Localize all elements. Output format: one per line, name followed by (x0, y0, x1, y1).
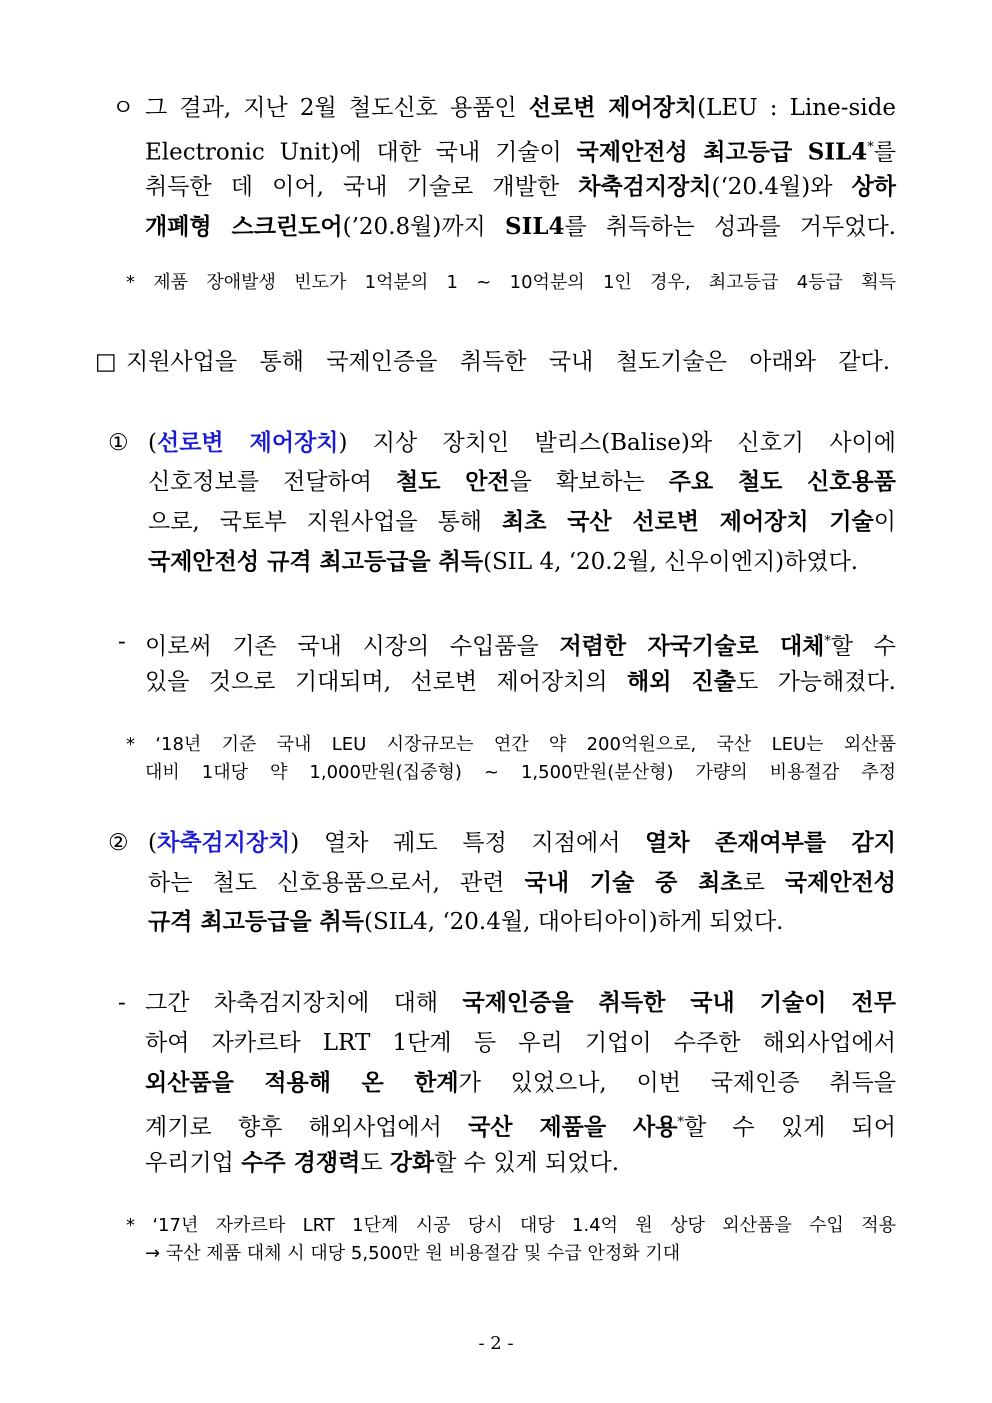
footnote: * 제품 장애발생 빈도가 1억분의 1 ~ 10억분의 1인 경우, 최고등급 4등급 획득 (126, 272, 896, 293)
paragraph-line: 으로, 국토부 지원사업을 통해 최초 국산 선로변 제어장치 기술이 (148, 508, 896, 535)
paragraph-line: 신호정보를 전달하여 철도 안전을 확보하는 주요 철도 신호용품 (148, 468, 896, 495)
dash-marker: - (118, 629, 126, 655)
paragraph-line: 국제안전성 규격 최고등급을 취득(SIL 4, ‘20.2월, 신우이엔지)하였다. (148, 548, 859, 575)
paragraph-line: 이로써 기존 국내 시장의 수입품을 저렴한 자국기술로 대체*할 수 (145, 632, 897, 660)
paragraph-line: 외산품을 적용해 온 한계가 있었으나, 이번 국제인증 취득을 (145, 1069, 897, 1096)
page-number: - 2 - (478, 1333, 514, 1354)
paragraph-line: (차축검지장치) 열차 궤도 특정 지점에서 열차 존재여부를 감지 (148, 829, 896, 856)
circled-number-1: ① (108, 430, 129, 456)
paragraph-line: 규격 최고등급을 취득(SIL4, ‘20.4월, 대아티아이)하게 되었다. (148, 908, 784, 935)
paragraph-line: 개폐형 스크린도어(’20.8월)까지 SIL4를 취득하는 성과를 거두었다. (145, 213, 896, 240)
paragraph-line: Electronic Unit)에 대한 국내 기술이 국제안전성 최고등급 SIL4*를 (145, 138, 896, 166)
paragraph-line: 그 결과, 지난 2월 철도신호 용품인 선로변 제어장치(LEU : Line-side (145, 94, 896, 121)
paragraph-line: 우리기업 수주 경쟁력도 강화할 수 있게 되었다. (145, 1149, 620, 1176)
footnote: → 국산 제품 대체 시 대당 5,500만 원 비용절감 및 수급 안정화 기대 (145, 1243, 681, 1264)
paragraph-line: 계기로 향후 해외사업에서 국산 제품을 사용*할 수 있게 되어 (145, 1113, 896, 1141)
dash-marker: - (118, 990, 126, 1016)
footnote: * ‘18년 기준 국내 LEU 시장규모는 연간 약 200억원으로, 국산 LEU는 외산품 (126, 734, 896, 755)
paragraph-line: 하여 자카르타 LRT 1단계 등 우리 기업이 수주한 해외사업에서 (145, 1030, 896, 1056)
paragraph-line: 있을 것으로 기대되며, 선로변 제어장치의 해외 진출도 가능해졌다. (145, 668, 896, 695)
footnote: 대비 1대당 약 1,000만원(집중형) ~ 1,500만원(분산형) 가량의 비용절감 추정 (145, 762, 896, 783)
paragraph-line: (선로변 제어장치) 지상 장치인 발리스(Balise)와 신호기 사이에 (148, 429, 896, 456)
square-marker: □ (95, 349, 117, 375)
paragraph-line: 취득한 데 이어, 국내 기술로 개발한 차축검지장치(‘20.4월)와 상하 (145, 173, 896, 200)
paragraph-line: 하는 철도 신호용품으로서, 관련 국내 기술 중 최초로 국제안전성 (148, 869, 897, 896)
circled-number-2: ② (108, 830, 129, 856)
bullet-marker: ㅇ (112, 95, 135, 121)
section-heading: 지원사업을 통해 국제인증을 취득한 국내 철도기술은 아래와 같다. (126, 349, 890, 375)
paragraph-line: 그간 차축검지장치에 대해 국제인증을 취득한 국내 기술이 전무 (145, 989, 896, 1016)
footnote: * ‘17년 자카르타 LRT 1단계 시공 당시 대당 1.4억 원 상당 외산품을 수입 적용 (126, 1215, 896, 1236)
